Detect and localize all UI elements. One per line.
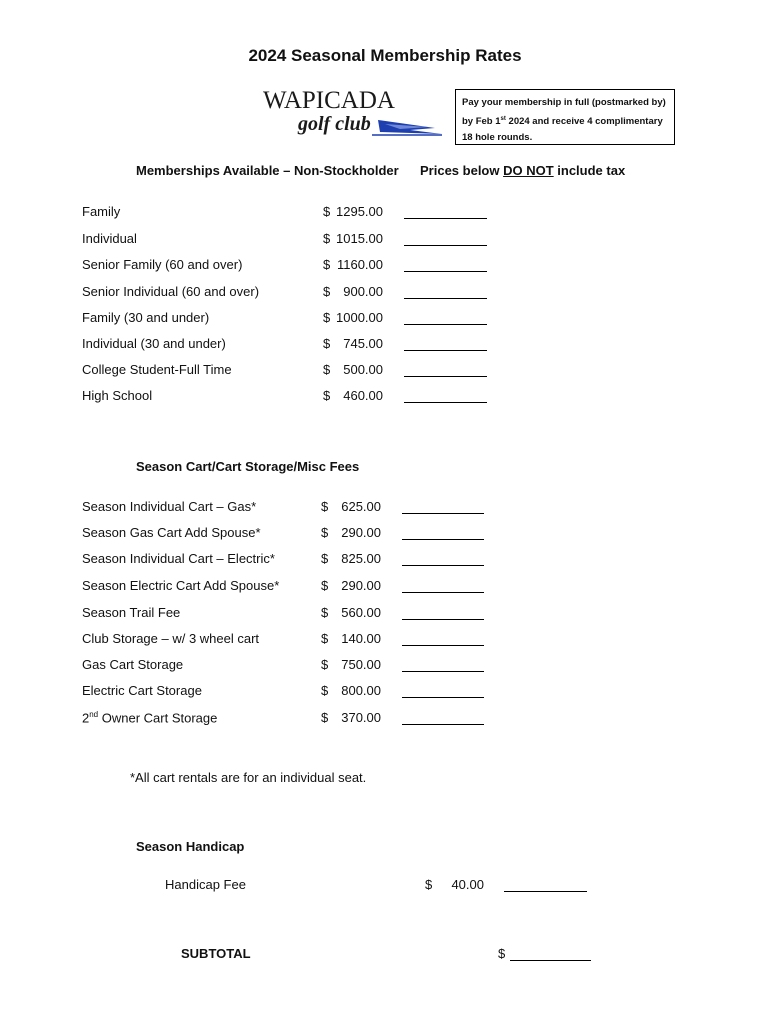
cart-fee-price: 290.00 <box>341 525 381 540</box>
cart-fees-heading: Season Cart/Cart Storage/Misc Fees <box>136 459 360 474</box>
cart-fee-label: Electric Cart Storage <box>82 683 202 698</box>
page-title: 2024 Seasonal Membership Rates <box>248 46 522 65</box>
cart-fee-label: Season Electric Cart Add Spouse* <box>82 578 280 593</box>
wapicada-logo-icon <box>260 86 445 142</box>
cart-fee-entry-line[interactable] <box>402 724 484 725</box>
memberships-heading: Memberships Available – Non-Stockholder <box>136 163 399 178</box>
membership-price: 1015.00 <box>336 231 383 246</box>
membership-dollar: $ <box>323 231 331 246</box>
cart-fee-entry-line[interactable] <box>402 513 484 514</box>
note-line-3: 18 hole rounds. <box>462 132 533 144</box>
membership-label: Individual <box>82 231 137 246</box>
handicap-dollar: $ <box>425 877 433 892</box>
subtotal-entry-line[interactable] <box>510 960 591 961</box>
membership-label: College Student-Full Time <box>82 362 232 377</box>
membership-price: 745.00 <box>343 336 383 351</box>
cart-fee-entry-line[interactable] <box>402 671 484 672</box>
membership-entry-line[interactable] <box>404 245 487 246</box>
membership-dollar: $ <box>323 310 331 325</box>
cart-fee-dollar: $ <box>321 499 329 514</box>
cart-fee-label: Season Trail Fee <box>82 605 181 620</box>
handicap-entry-line[interactable] <box>504 891 587 892</box>
logo-tagline: golf club <box>298 113 371 135</box>
cart-fee-price: 140.00 <box>341 631 381 646</box>
membership-price: 900.00 <box>343 284 383 299</box>
membership-label: Senior Individual (60 and over) <box>82 284 260 299</box>
subtotal-dollar: $ <box>498 946 506 961</box>
cart-fee-entry-line[interactable] <box>402 565 484 566</box>
cart-fee-dollar: $ <box>321 683 329 698</box>
cart-fee-price: 750.00 <box>341 657 381 672</box>
early-payment-note <box>455 89 675 145</box>
membership-price: 1295.00 <box>336 204 383 219</box>
membership-entry-line[interactable] <box>404 376 487 377</box>
cart-fee-entry-line[interactable] <box>402 697 484 698</box>
cart-fee-label: Season Individual Cart – Gas* <box>82 499 257 514</box>
cart-fee-entry-line[interactable] <box>402 619 484 620</box>
membership-price: 460.00 <box>343 388 383 403</box>
handicap-amount: 40.00 <box>451 877 484 892</box>
cart-fee-entry-line[interactable] <box>402 539 484 540</box>
note-line-1: Pay your membership in full (postmarked by) <box>462 97 666 108</box>
cart-fee-dollar: $ <box>321 605 329 620</box>
cart-fee-price: 625.00 <box>341 499 381 514</box>
cart-fee-price: 370.00 <box>341 710 381 725</box>
cart-fee-price: 560.00 <box>341 605 381 620</box>
cart-fee-label: Gas Cart Storage <box>82 657 184 672</box>
membership-entry-line[interactable] <box>404 324 487 325</box>
cart-fee-label: Season Gas Cart Add Spouse* <box>82 525 261 540</box>
cart-fee-dollar: $ <box>321 525 329 540</box>
cart-footnote: *All cart rentals are for an individual seat. <box>130 770 367 785</box>
cart-fee-price: 290.00 <box>341 578 381 593</box>
cart-fee-dollar: $ <box>321 551 329 566</box>
membership-label: Family <box>82 204 121 219</box>
cart-fee-dollar: $ <box>321 710 329 725</box>
cart-fee-label: Season Individual Cart – Electric* <box>82 551 275 566</box>
note-line-2: by Feb 1st 2024 and receive 4 complimentary <box>462 116 663 128</box>
cart-fee-dollar: $ <box>321 657 329 672</box>
club-logo <box>260 86 445 142</box>
membership-dollar: $ <box>323 257 331 272</box>
membership-dollar: $ <box>323 388 331 403</box>
cart-fee-dollar: $ <box>321 578 329 593</box>
membership-label: Individual (30 and under) <box>82 336 226 351</box>
membership-label: High School <box>82 388 153 403</box>
membership-label: Senior Family (60 and over) <box>82 257 243 272</box>
cart-fee-price: 800.00 <box>341 683 381 698</box>
membership-entry-line[interactable] <box>404 218 487 219</box>
cart-fee-entry-line[interactable] <box>402 592 484 593</box>
membership-dollar: $ <box>323 284 331 299</box>
membership-entry-line[interactable] <box>404 271 487 272</box>
membership-label: Family (30 and under) <box>82 310 210 325</box>
cart-fee-dollar: $ <box>321 631 329 646</box>
membership-dollar: $ <box>323 362 331 377</box>
membership-price: 500.00 <box>343 362 383 377</box>
handicap-label: Handicap Fee <box>165 877 246 892</box>
membership-entry-line[interactable] <box>404 402 487 403</box>
membership-dollar: $ <box>323 204 331 219</box>
cart-fee-label: 2nd Owner Cart Storage <box>82 710 218 726</box>
cart-fee-price: 825.00 <box>341 551 381 566</box>
membership-entry-line[interactable] <box>404 298 487 299</box>
membership-entry-line[interactable] <box>404 350 487 351</box>
logo-wordmark: WAPICADA <box>263 87 395 114</box>
cart-fee-label: Club Storage – w/ 3 wheel cart <box>82 631 260 646</box>
membership-price: 1160.00 <box>336 257 383 272</box>
membership-dollar: $ <box>323 336 331 351</box>
tax-note: Prices below DO NOT include tax <box>420 163 626 178</box>
subtotal-label: SUBTOTAL <box>181 946 251 961</box>
cart-fee-entry-line[interactable] <box>402 645 484 646</box>
membership-price: 1000.00 <box>336 310 383 325</box>
handicap-heading: Season Handicap <box>136 839 245 854</box>
